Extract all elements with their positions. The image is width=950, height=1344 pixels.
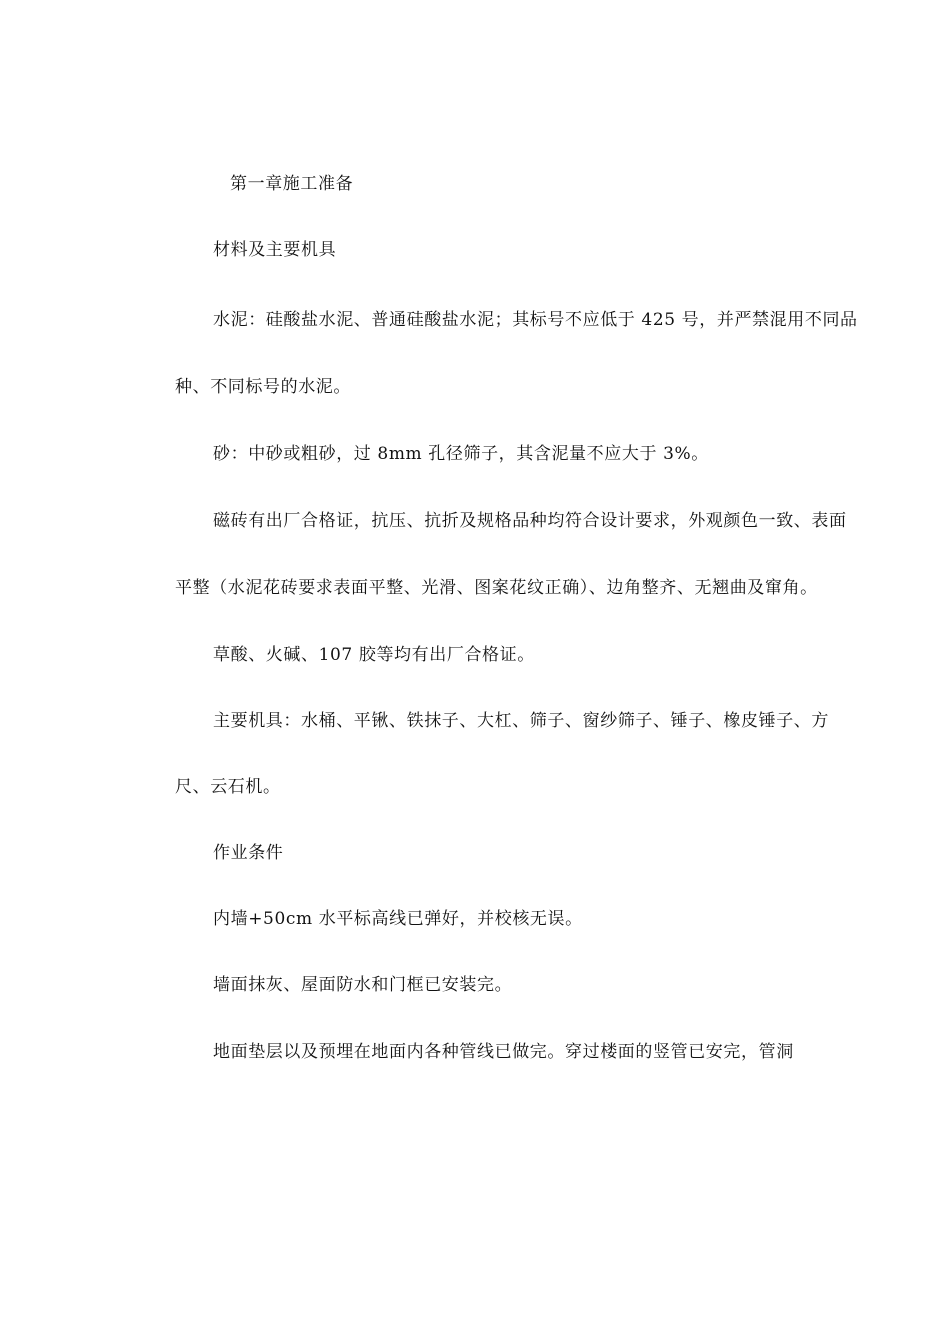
paragraph-condition-3: 地面垫层以及预埋在地面内各种管线已做完。穿过楼面的竖管已安完，管洞: [213, 1042, 794, 1062]
paragraph-tools-line1: 主要机具：水桶、平锹、铁抹子、大杠、筛子、窗纱筛子、锤子、橡皮锤子、方: [213, 711, 829, 731]
section-heading-conditions: 作业条件: [213, 843, 284, 863]
paragraph-chemicals: 草酸、火碱、107 胶等均有出厂合格证。: [213, 645, 535, 665]
paragraph-sand: 砂：中砂或粗砂，过 8mm 孔径筛子，其含泥量不应大于 3%。: [213, 444, 709, 464]
paragraph-cement-line2: 种、不同标号的水泥。: [175, 377, 351, 397]
section-heading-materials: 材料及主要机具: [213, 240, 337, 260]
paragraph-condition-2: 墙面抹灰、屋面防水和门框已安装完。: [213, 975, 513, 995]
paragraph-condition-1: 内墙+50cm 水平标高线已弹好，并校核无误。: [213, 909, 583, 929]
paragraph-tools-line2: 尺、云石机。: [175, 777, 281, 797]
paragraph-tile-line1: 磁砖有出厂合格证，抗压、抗折及规格品种均符合设计要求，外观颜色一致、表面: [213, 511, 847, 531]
paragraph-tile-line2: 平整（水泥花砖要求表面平整、光滑、图案花纹正确）、边角整齐、无翘曲及窜角。: [175, 578, 818, 598]
paragraph-cement-line1: 水泥：硅酸盐水泥、普通硅酸盐水泥；其标号不应低于 425 号，并严禁混用不同品: [213, 310, 858, 330]
chapter-title: 第一章施工准备: [230, 174, 354, 194]
